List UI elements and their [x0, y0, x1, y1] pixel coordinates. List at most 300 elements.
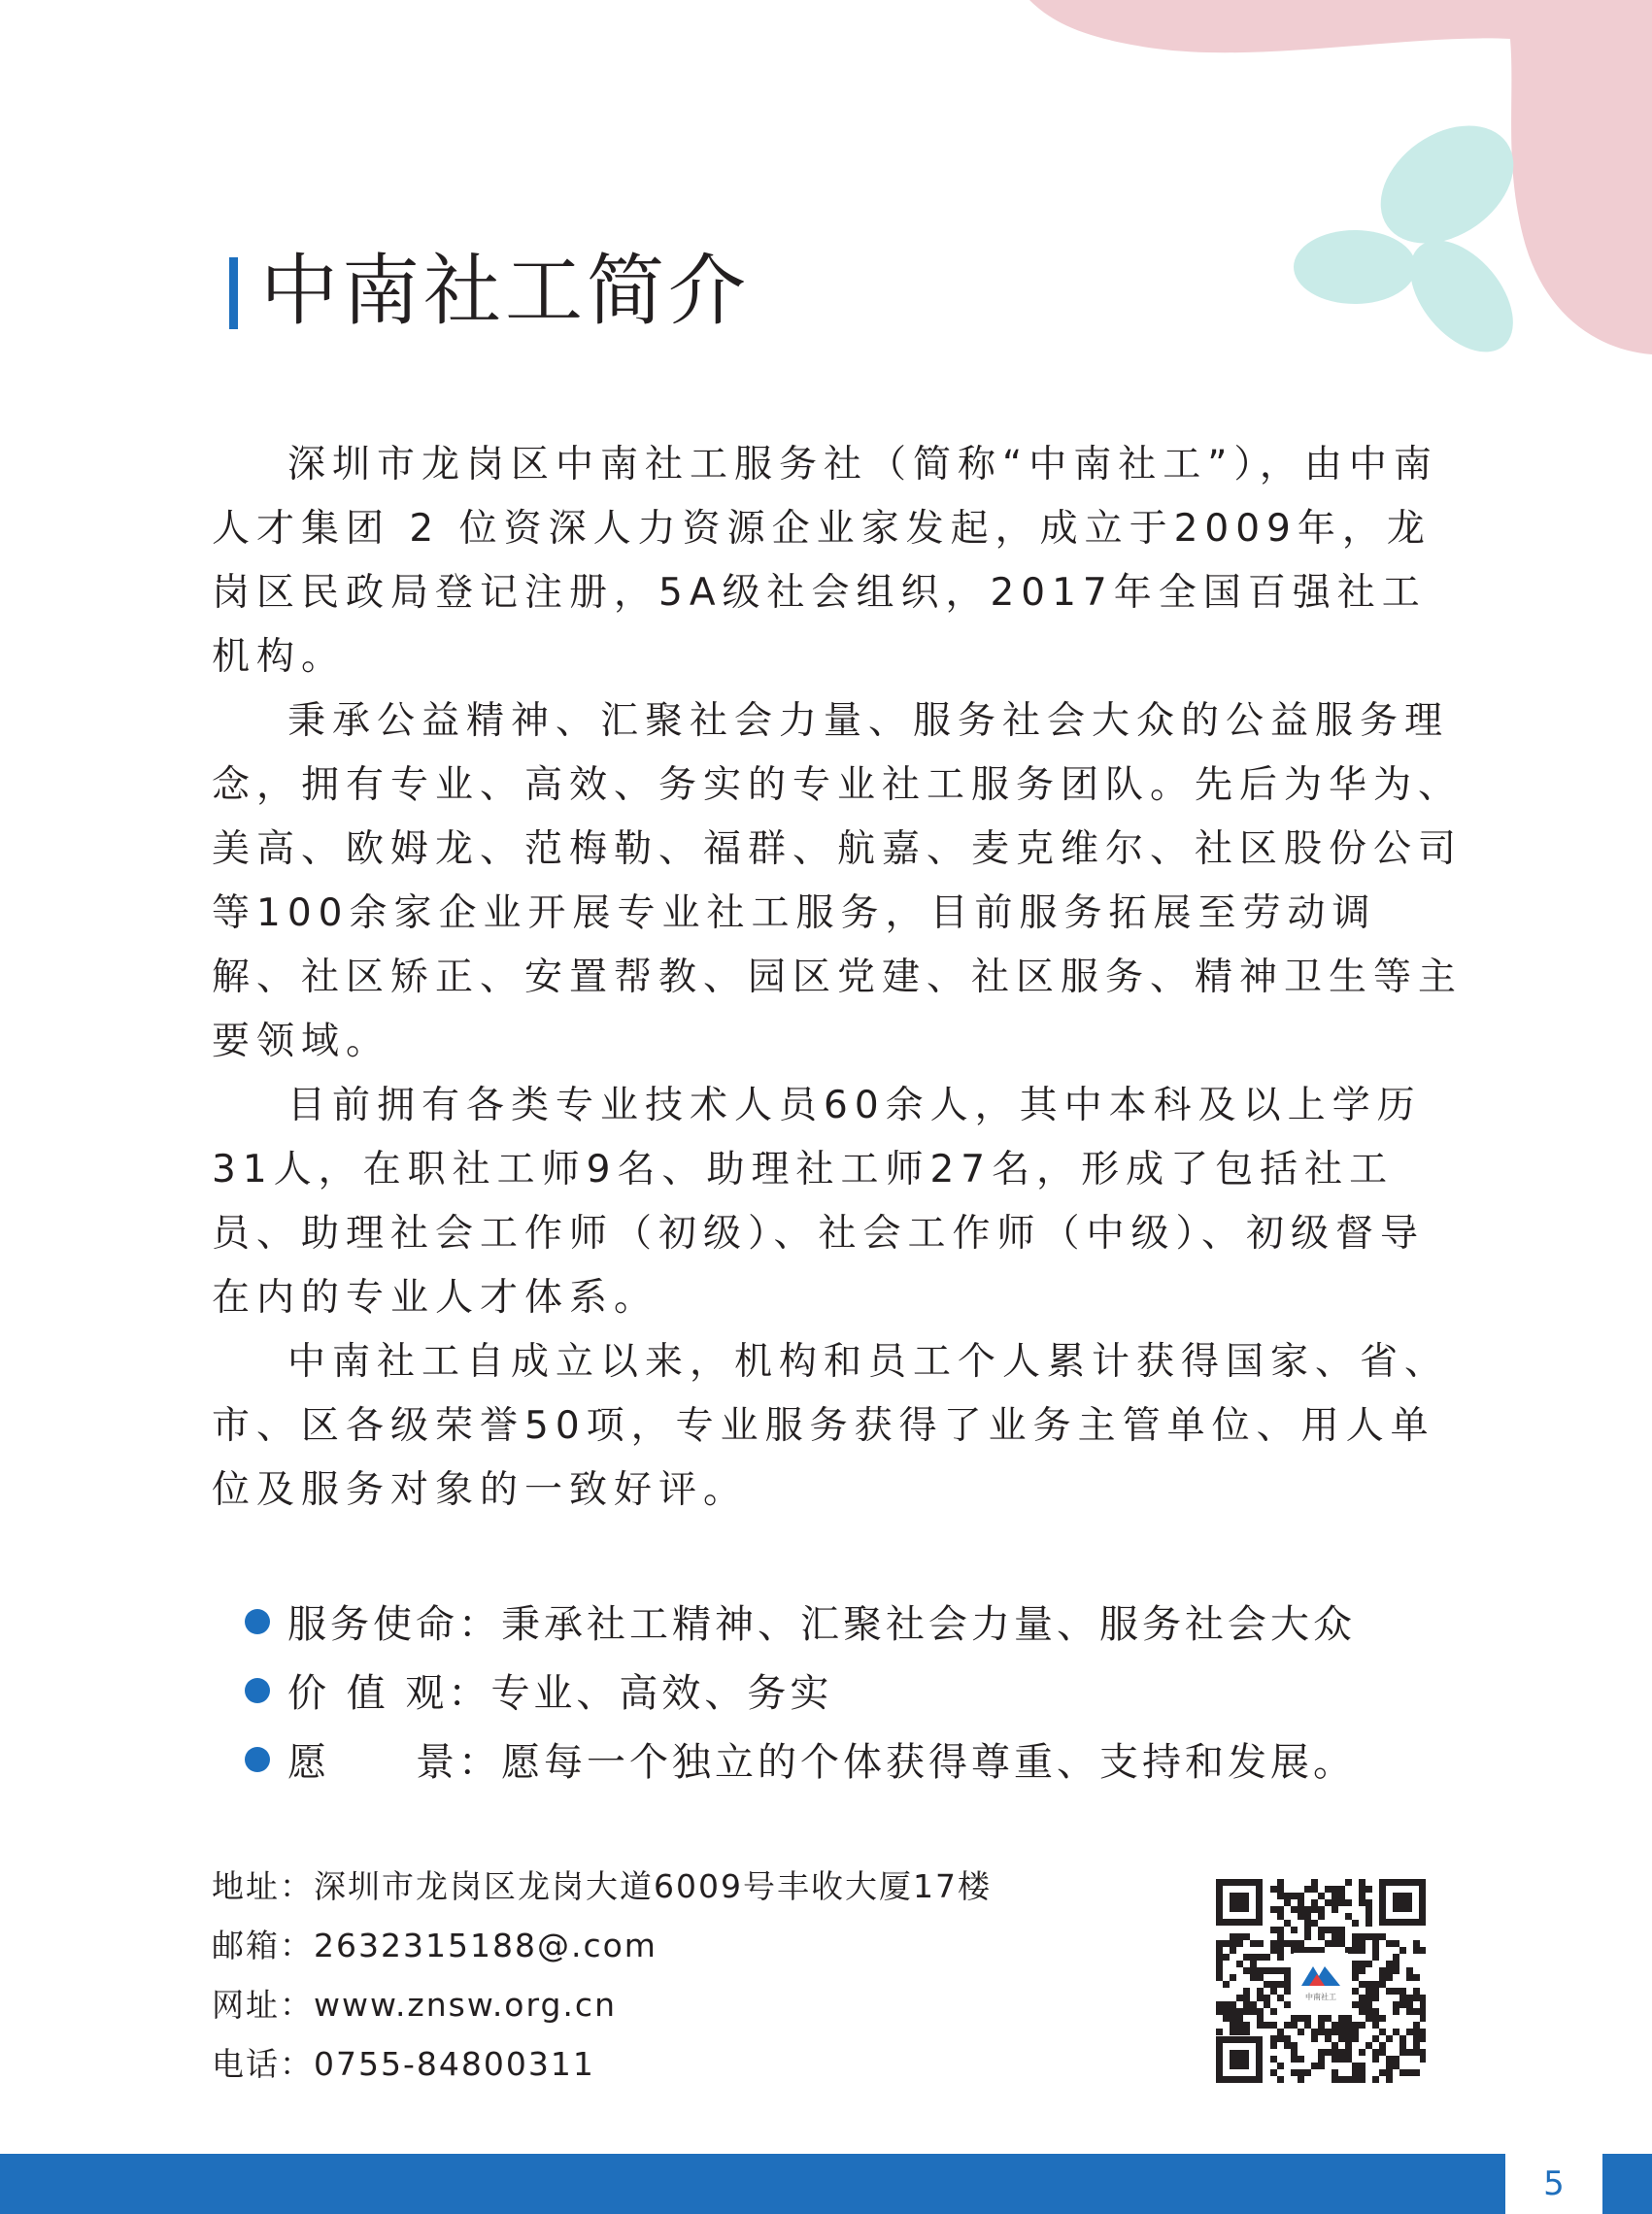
qr-module: [1257, 2008, 1264, 2015]
qr-module: [1270, 2022, 1277, 2029]
qr-module: [1365, 1886, 1372, 1893]
qr-module: [1257, 2015, 1264, 2022]
qr-module: [1325, 2029, 1332, 2035]
qr-module: [1318, 1927, 1325, 1933]
qr-module: [1420, 2001, 1426, 2008]
qr-module: [1372, 1933, 1379, 1940]
qr-module: [1420, 1947, 1426, 1954]
qr-module: [1365, 1961, 1372, 1967]
qr-module: [1298, 2076, 1304, 2083]
qr-module: [1372, 2008, 1379, 2015]
qr-module: [1359, 2022, 1365, 2029]
qr-module: [1365, 1988, 1372, 1995]
qr-module: [1216, 1947, 1223, 1954]
qr-module: [1325, 2049, 1332, 2056]
qr-module: [1352, 1933, 1359, 1940]
qr-module: [1250, 1940, 1257, 1947]
qr-module: [1372, 2035, 1379, 2042]
qr-module: [1216, 2029, 1223, 2035]
qr-module: [1332, 1927, 1338, 1933]
qr-module: [1413, 2042, 1420, 2049]
qr-module: [1393, 2056, 1399, 2063]
qr-module: [1359, 2069, 1365, 2076]
qr-module: [1406, 2001, 1413, 2008]
qr-module: [1345, 2035, 1352, 2042]
qr-module: [1420, 2015, 1426, 2022]
qr-module: [1365, 1995, 1372, 2001]
qr-module: [1365, 1899, 1372, 1906]
qr-module: [1393, 1940, 1399, 1947]
page-number-box: [1505, 2154, 1602, 2214]
qr-module: [1413, 2035, 1420, 2042]
value-item-mission: [245, 1587, 1507, 1656]
qr-module: [1399, 1995, 1406, 2001]
qr-module: [1413, 2008, 1420, 2015]
bullet-dot-icon: [245, 1678, 270, 1703]
qr-module: [1277, 1947, 1284, 1954]
qr-module: [1243, 2022, 1250, 2029]
qr-module: [1406, 1974, 1413, 1981]
qr-logo-text: 中南社工: [1305, 1993, 1336, 2001]
qr-module: [1332, 1886, 1338, 1893]
qr-module: [1298, 2056, 1304, 2063]
qr-module: [1291, 1893, 1298, 1899]
qr-module: [1359, 2008, 1365, 2015]
qr-module: [1284, 1899, 1291, 1906]
qr-module: [1386, 1974, 1393, 1981]
qr-module: [1277, 1886, 1284, 1893]
qr-module: [1359, 1893, 1365, 1899]
mint-leaf-decoration: [1294, 101, 1535, 371]
qr-module: [1216, 2008, 1223, 2015]
qr-module: [1257, 2022, 1264, 2029]
qr-module: [1345, 1913, 1352, 1920]
qr-module: [1298, 1893, 1304, 1899]
qr-module: [1270, 1927, 1277, 1933]
qr-center-logo: [1294, 1953, 1348, 2007]
qr-module: [1230, 2022, 1236, 2029]
qr-module: [1284, 1893, 1291, 1899]
qr-module: [1236, 1961, 1243, 1967]
qr-module: [1338, 2029, 1345, 2035]
qr-module: [1277, 1913, 1284, 1920]
qr-module: [1393, 2063, 1399, 2069]
qr-module: [1386, 1967, 1393, 1974]
qr-module: [1359, 1981, 1365, 1988]
qr-module: [1318, 1933, 1325, 1940]
qr-module: [1372, 1981, 1379, 1988]
qr-module: [1332, 1906, 1338, 1913]
qr-module: [1277, 1893, 1284, 1899]
qr-module: [1270, 1981, 1277, 1988]
qr-module: [1345, 2049, 1352, 2056]
qr-module: [1277, 1879, 1284, 1886]
qr-module: [1379, 2049, 1386, 2056]
qr-module: [1243, 1988, 1250, 1995]
qr-module: [1372, 2056, 1379, 2063]
qr-module: [1338, 1940, 1345, 1947]
qr-module: [1304, 1913, 1311, 1920]
qr-module: [1277, 2035, 1284, 2042]
qr-module: [1236, 2029, 1243, 2035]
qr-module: [1304, 2022, 1311, 2029]
qr-module: [1311, 1886, 1318, 1893]
qr-module: [1338, 2076, 1345, 2083]
qr-module: [1291, 1906, 1298, 1913]
qr-module: [1352, 1947, 1359, 1954]
qr-module: [1284, 1988, 1291, 1995]
qr-module: [1365, 2001, 1372, 2008]
qr-module: [1338, 2015, 1345, 2022]
qr-module: [1291, 1940, 1298, 1947]
qr-module: [1277, 2063, 1284, 2069]
qr-module: [1304, 2015, 1311, 2022]
qr-module: [1393, 2029, 1399, 2035]
qr-module: [1379, 1933, 1386, 1940]
corner-decoration: [0, 0, 1652, 388]
qr-module: [1277, 1933, 1284, 1940]
page-number: 5: [1543, 2164, 1565, 2203]
qr-module: [1284, 1974, 1291, 1981]
qr-module: [1406, 1967, 1413, 1974]
qr-module: [1420, 2049, 1426, 2056]
qr-module: [1298, 1906, 1304, 1913]
qr-module: [1304, 1920, 1311, 1927]
qr-finder-top-left: [1216, 1879, 1263, 1926]
qr-module: [1243, 2001, 1250, 2008]
qr-module: [1332, 2076, 1338, 2083]
qr-module: [1345, 2056, 1352, 2063]
qr-module: [1325, 1899, 1332, 1906]
value-label: 服务使命：: [287, 1602, 501, 1647]
contact-phone: 电话：0755-84800311: [212, 2045, 595, 2083]
qr-module: [1399, 2049, 1406, 2056]
qr-module: [1372, 1940, 1379, 1947]
qr-module: [1365, 1981, 1372, 1988]
qr-module: [1298, 2029, 1304, 2035]
qr-module: [1359, 2049, 1365, 2056]
qr-module: [1277, 1940, 1284, 1947]
qr-module: [1250, 1954, 1257, 1961]
qr-module: [1230, 2008, 1236, 2015]
qr-module: [1352, 2022, 1359, 2029]
qr-module: [1338, 1899, 1345, 1906]
qr-module: [1379, 2069, 1386, 2076]
contact-address: 地址：深圳市龙岗区龙岗大道6009号丰收大厦17楼: [212, 1867, 992, 1905]
qr-module: [1338, 1886, 1345, 1893]
qr-module: [1359, 1886, 1365, 1893]
qr-module: [1298, 1913, 1304, 1920]
qr-module: [1413, 1974, 1420, 1981]
qr-module: [1216, 1967, 1223, 1974]
qr-module: [1291, 2056, 1298, 2063]
qr-module: [1264, 1967, 1270, 1974]
qr-module: [1291, 2049, 1298, 2056]
qr-module: [1413, 2049, 1420, 2056]
qr-module: [1311, 2035, 1318, 2042]
qr-module: [1413, 1940, 1420, 1947]
qr-module: [1291, 2069, 1298, 2076]
qr-module: [1257, 1967, 1264, 1974]
qr-module: [1352, 1961, 1359, 1967]
contact-website: 网址：www.znsw.org.cn: [212, 1986, 617, 2024]
qr-module: [1372, 1988, 1379, 1995]
qr-module: [1352, 1920, 1359, 1927]
intro-paragraph: 中南社工自成立以来，机构和员工个人累计获得国家、省、市、区各级荣誉50项，专业服务获得了业务主管单位、用人单位及服务对象的一致好评。: [212, 1340, 1450, 1512]
qr-module: [1359, 1967, 1365, 1974]
qr-module: [1413, 2069, 1420, 2076]
qr-module: [1386, 1961, 1393, 1967]
qr-module: [1420, 1995, 1426, 2001]
qr-module: [1298, 2015, 1304, 2022]
qr-module: [1223, 1940, 1230, 1947]
qr-module: [1325, 1927, 1332, 1933]
qr-module: [1243, 1954, 1250, 1961]
qr-module: [1359, 2076, 1365, 2083]
qr-module: [1413, 1947, 1420, 1954]
qr-module: [1304, 1927, 1311, 1933]
qr-module: [1332, 2069, 1338, 2076]
qr-module: [1270, 2035, 1277, 2042]
qr-module: [1338, 2056, 1345, 2063]
qr-module: [1332, 2029, 1338, 2035]
qr-module: [1399, 2069, 1406, 2076]
qr-module: [1332, 2056, 1338, 2063]
qr-module: [1338, 2022, 1345, 2029]
qr-module: [1359, 1879, 1365, 1886]
qr-module: [1304, 1947, 1311, 1954]
qr-module: [1332, 1899, 1338, 1906]
qr-module: [1393, 1961, 1399, 1967]
value-item-values: [245, 1656, 1507, 1725]
qr-module: [1393, 1967, 1399, 1974]
qr-module: [1325, 2015, 1332, 2022]
qr-module: [1284, 1940, 1291, 1947]
qr-module: [1250, 1961, 1257, 1967]
qr-module: [1352, 1974, 1359, 1981]
qr-module: [1318, 2015, 1325, 2022]
qr-module: [1223, 1954, 1230, 1961]
qr-module: [1352, 2076, 1359, 2083]
qr-module: [1365, 1920, 1372, 1927]
qr-module: [1270, 1886, 1277, 1893]
qr-module: [1318, 2063, 1325, 2069]
qr-module: [1291, 1947, 1298, 1954]
qr-module: [1277, 1967, 1284, 1974]
qr-module: [1332, 2022, 1338, 2029]
qr-module: [1291, 2022, 1298, 2029]
intro-paragraph: 秉承公益精神、汇聚社会力量、服务社会大众的公益服务理念，拥有专业、高效、务实的专业社工服务团队。先后为华为、美高、欧姆龙、范梅勒、福群、航嘉、麦克维尔、社区股份公司等100余家企业开展专业社工服务，目前服务拓展至劳动调解、社区矫正、安置帮教、园区党建、社区服务、精神卫生等主要领域。: [212, 699, 1464, 1063]
qr-module: [1393, 1954, 1399, 1961]
qr-module: [1216, 2001, 1223, 2008]
qr-module: [1365, 2042, 1372, 2049]
qr-module: [1359, 1933, 1365, 1940]
qr-module: [1325, 1940, 1332, 1947]
qr-module: [1345, 1947, 1352, 1954]
bullet-dot-icon: [245, 1747, 270, 1772]
qr-module: [1284, 2042, 1291, 2049]
qr-code-icon: [1216, 1879, 1426, 2083]
qr-module: [1406, 2029, 1413, 2035]
values-list: [245, 1587, 1507, 1794]
qr-module: [1386, 2076, 1393, 2083]
qr-module: [1359, 1947, 1365, 1954]
qr-module: [1386, 1940, 1393, 1947]
qr-module: [1298, 1940, 1304, 1947]
qr-module: [1325, 2035, 1332, 2042]
qr-module: [1413, 2029, 1420, 2035]
qr-module: [1304, 2069, 1311, 2076]
qr-module: [1284, 2022, 1291, 2029]
qr-module: [1270, 1940, 1277, 1947]
qr-module: [1345, 2076, 1352, 2083]
qr-module: [1420, 2008, 1426, 2015]
qr-module: [1359, 1961, 1365, 1967]
qr-module: [1264, 1995, 1270, 2001]
qr-module: [1284, 2035, 1291, 2042]
qr-module: [1270, 2008, 1277, 2015]
qr-module: [1386, 2069, 1393, 2076]
qr-module: [1291, 1927, 1298, 1933]
qr-module: [1318, 1906, 1325, 1913]
qr-module: [1420, 2035, 1426, 2042]
qr-module: [1318, 1947, 1325, 1954]
qr-module: [1230, 1933, 1236, 1940]
qr-module: [1413, 1995, 1420, 2001]
qr-module: [1365, 2015, 1372, 2022]
qr-module: [1325, 1886, 1332, 1893]
qr-module: [1257, 1940, 1264, 1947]
qr-module: [1345, 1899, 1352, 1906]
qr-module: [1270, 2056, 1277, 2063]
qr-module: [1420, 2029, 1426, 2035]
qr-module: [1386, 2035, 1393, 2042]
value-label: 价 值 观：: [287, 1671, 491, 1716]
qr-module: [1236, 2008, 1243, 2015]
title-accent-bar: [229, 257, 238, 329]
qr-module: [1216, 1961, 1223, 1967]
value-text: 专业、高效、务实: [490, 1671, 833, 1716]
qr-module: [1352, 2063, 1359, 2069]
qr-module: [1230, 1947, 1236, 1954]
qr-module: [1352, 1988, 1359, 1995]
qr-module: [1372, 1954, 1379, 1961]
qr-module: [1372, 2076, 1379, 2083]
value-label: 愿 景：: [287, 1740, 501, 1785]
qr-module: [1216, 1974, 1223, 1981]
qr-module: [1393, 1988, 1399, 1995]
qr-module: [1352, 1940, 1359, 1947]
qr-module: [1359, 1995, 1365, 2001]
qr-module: [1270, 2069, 1277, 2076]
qr-module: [1236, 1933, 1243, 1940]
qr-module: [1277, 1954, 1284, 1961]
qr-module: [1236, 2022, 1243, 2029]
qr-module: [1284, 1967, 1291, 1974]
value-item-vision: [245, 1725, 1507, 1794]
qr-module: [1318, 2049, 1325, 2056]
qr-module: [1270, 1988, 1277, 1995]
qr-module: [1311, 1947, 1318, 1954]
qr-module: [1399, 1988, 1406, 1995]
qr-module: [1413, 1988, 1420, 1995]
qr-module: [1352, 2035, 1359, 2042]
qr-module: [1243, 2029, 1250, 2035]
qr-module: [1298, 2069, 1304, 2076]
qr-module: [1406, 2049, 1413, 2056]
qr-module: [1216, 1954, 1223, 1961]
qr-module: [1223, 2015, 1230, 2022]
qr-module: [1359, 2063, 1365, 2069]
qr-module: [1277, 2076, 1284, 2083]
qr-module: [1359, 1940, 1365, 1947]
value-text: 愿每一个独立的个体获得尊重、支持和发展。: [501, 1740, 1356, 1785]
qr-module: [1304, 1906, 1311, 1913]
qr-module: [1243, 1933, 1250, 1940]
page-title: 中南社工简介: [260, 246, 750, 336]
qr-module: [1230, 1974, 1236, 1981]
qr-module: [1352, 2001, 1359, 2008]
qr-module: [1277, 1906, 1284, 1913]
qr-module: [1311, 1879, 1318, 1886]
qr-module: [1311, 1906, 1318, 1913]
qr-module: [1236, 1940, 1243, 1947]
qr-module: [1332, 1933, 1338, 1940]
qr-module: [1257, 1988, 1264, 1995]
qr-module: [1338, 1933, 1345, 1940]
qr-module: [1236, 1995, 1243, 2001]
qr-module: [1277, 1995, 1284, 2001]
qr-module: [1406, 1995, 1413, 2001]
qr-module: [1284, 2001, 1291, 2008]
qr-module: [1332, 2042, 1338, 2049]
qr-module: [1372, 2015, 1379, 2022]
qr-module: [1250, 2001, 1257, 2008]
qr-module: [1318, 2022, 1325, 2029]
qr-module: [1304, 1886, 1311, 1893]
qr-module: [1216, 1940, 1223, 1947]
qr-module: [1236, 2015, 1243, 2022]
qr-module: [1352, 1967, 1359, 1974]
qr-module: [1264, 2022, 1270, 2029]
qr-module: [1277, 2029, 1284, 2035]
qr-module: [1345, 2042, 1352, 2049]
value-text: 秉承社工精神、汇聚社会力量、服务社会大众: [501, 1602, 1356, 1647]
qr-module: [1372, 1995, 1379, 2001]
qr-module: [1270, 1967, 1277, 1974]
qr-module: [1393, 2008, 1399, 2015]
intro-paragraph: 深圳市龙岗区中南社工服务社（简称“中南社工”），由中南人才集团 2 位资深人力资源企业家发起，成立于2009年，龙岗区民政局登记注册，5A级社会组织，2017年全国百强社工机构。: [212, 443, 1438, 679]
qr-module: [1311, 2063, 1318, 2069]
qr-module: [1420, 2056, 1426, 2063]
qr-module: [1264, 1954, 1270, 1961]
qr-module: [1332, 1940, 1338, 1947]
qr-module: [1311, 1899, 1318, 1906]
qr-module: [1291, 2042, 1298, 2049]
qr-module: [1379, 2015, 1386, 2022]
qr-module: [1345, 2029, 1352, 2035]
qr-module: [1291, 2015, 1298, 2022]
qr-module: [1311, 1920, 1318, 1927]
qr-module: [1318, 2056, 1325, 2063]
qr-module: [1284, 1981, 1291, 1988]
qr-module: [1318, 2029, 1325, 2035]
qr-module: [1230, 1940, 1236, 1947]
qr-module: [1257, 1954, 1264, 1961]
qr-module: [1257, 1995, 1264, 2001]
qr-module: [1386, 2056, 1393, 2063]
intro-body: [212, 433, 1465, 1523]
